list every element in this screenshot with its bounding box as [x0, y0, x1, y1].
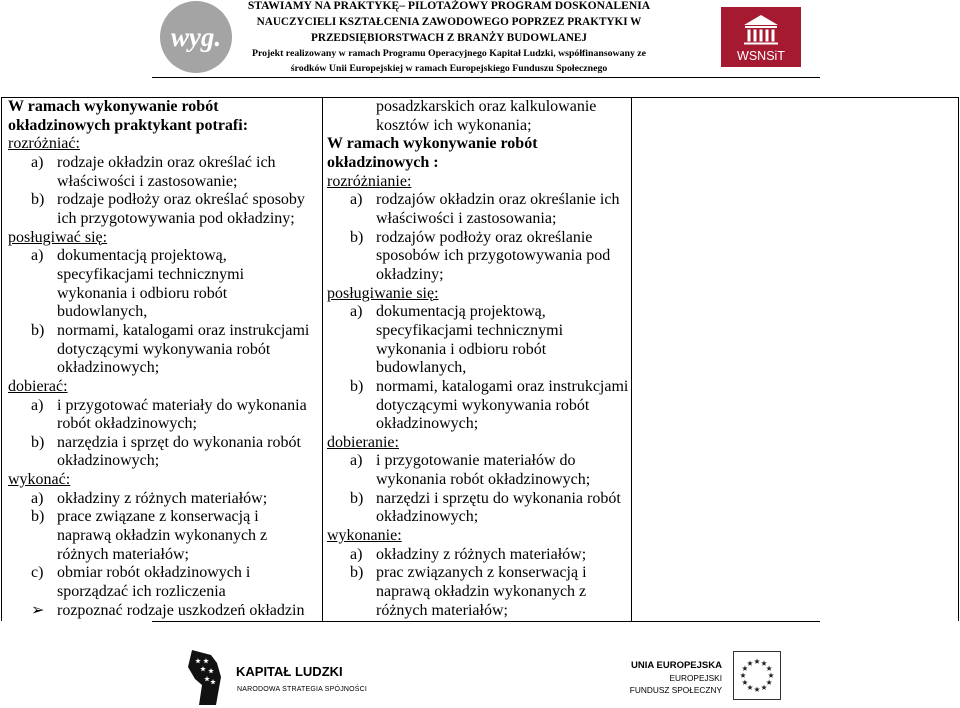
- section-heading-line: okładzinowych :: [327, 153, 439, 171]
- section-label-line: [323, 527, 631, 546]
- list-marker: a): [31, 396, 44, 414]
- list-item-line: [2, 602, 322, 621]
- list-item-text: rodzajów okładzin oraz określanie ich: [376, 191, 620, 209]
- list-item-line: [323, 191, 631, 210]
- list-item-text: właściwości i zastosowania;: [376, 209, 557, 227]
- list-item-line: [323, 247, 631, 266]
- list-item-line: [2, 322, 322, 341]
- list-item-line: [323, 490, 631, 509]
- header-title-line: NAUCZYCIELI KSZTAŁCENIA ZAWODOWEGO POPRZEZ PRAKTYKI W: [256, 16, 642, 28]
- wsnsit-logo-text: WSNSiT: [737, 49, 785, 63]
- list-item-line: [2, 452, 322, 471]
- list-item-line: [323, 303, 631, 322]
- list-item-text: normami, katalogami oraz instrukcjami: [376, 377, 629, 395]
- list-item-text: sporządzać ich rozliczenia: [57, 583, 226, 601]
- list-marker: a): [31, 247, 44, 265]
- list-item-line: [323, 564, 631, 583]
- table-column-1: [1, 97, 322, 621]
- header-subtitle-line: Projekt realizowany w ramach Programu Operacyjnego Kapitał Ludzki, współfinansowany ze: [251, 48, 647, 59]
- list-item-line: [2, 154, 322, 173]
- section-label: wykonanie:: [327, 527, 402, 545]
- list-item-line: [323, 359, 631, 378]
- list-item-text: okładziny z różnych materiałów;: [376, 545, 587, 563]
- list-item-line: [2, 210, 322, 229]
- list-item-line: [323, 341, 631, 360]
- list-marker: a): [31, 153, 44, 171]
- list-marker: a): [350, 452, 363, 470]
- kapital-ludzki-figure-icon: [186, 649, 226, 706]
- list-item-text: naprawą okładzin wykonanych z: [376, 583, 587, 601]
- wsnsit-logo: [721, 7, 801, 67]
- section-heading-line: okładzinowych praktykant potrafi:: [8, 116, 249, 134]
- list-item-text: i przygotowanie materiałów do: [376, 452, 576, 470]
- section-label: rozróżniać:: [8, 135, 80, 153]
- list-item-line: [2, 191, 322, 210]
- list-item-line: [2, 397, 322, 416]
- list-item-line: [2, 303, 322, 322]
- kapital-ludzki-title: KAPITAŁ LUDZKI: [236, 664, 343, 679]
- section-label-line: [2, 229, 322, 248]
- list-item-text: naprawą okładzin wykonanych z: [57, 527, 268, 545]
- header-title-line: STAWIAMY NA PRAKTYKĘ– PILOTAŻOWY PROGRAM DOSKONALENIA: [247, 0, 651, 12]
- list-item-text: prace związane z konserwacją i: [57, 508, 259, 526]
- list-item-text: specyfikacjami technicznymi: [376, 321, 564, 339]
- continuation-line: [323, 117, 631, 136]
- list-item-line: [2, 415, 322, 434]
- list-item-line: [2, 527, 322, 546]
- list-item-line: [323, 583, 631, 602]
- list-item-text: wykonania robót okładzinowych;: [376, 471, 591, 489]
- list-marker: a): [350, 545, 363, 563]
- list-item-text: sposobów ich przygotowywania pod: [376, 247, 611, 265]
- section-label: posługiwanie się:: [327, 284, 439, 302]
- list-item-line: [2, 247, 322, 266]
- list-marker: b): [31, 508, 45, 526]
- section-label: wykonać:: [8, 471, 71, 489]
- section-label: rozróżnianie:: [327, 172, 412, 190]
- section-label: posługiwać się:: [8, 228, 108, 246]
- list-item-line: [323, 546, 631, 565]
- eu-logo-line: EUROPEJSKI: [669, 673, 722, 683]
- header-divider: [152, 77, 820, 78]
- section-label-line: [323, 285, 631, 304]
- list-item-text: budowlanych,: [57, 303, 148, 321]
- list-item-text: okładziny z różnych materiałów;: [57, 489, 268, 507]
- list-item-line: [323, 397, 631, 416]
- list-item-line: [2, 285, 322, 304]
- list-item-text: dokumentacją projektową,: [57, 247, 227, 265]
- list-item-line: [2, 341, 322, 360]
- section-label-line: [323, 434, 631, 453]
- list-item-line: [2, 564, 322, 583]
- list-item-line: [2, 583, 322, 602]
- list-marker: a): [31, 489, 44, 507]
- list-item-text: różnych materiałów;: [57, 545, 189, 563]
- wyg-logo-text: wyg.: [170, 22, 222, 52]
- footer-divider: [152, 621, 820, 622]
- section-label-line: [2, 378, 322, 397]
- list-item-text: rodzaje okładzin oraz określać ich: [57, 153, 276, 171]
- list-item-text: wykonania i odbioru robót: [376, 340, 547, 358]
- list-marker: b): [350, 377, 364, 395]
- list-item-line: [323, 452, 631, 471]
- list-item-line: [323, 322, 631, 341]
- list-item-text: dotyczącymi wykonywania robót: [57, 340, 271, 358]
- list-item-text: okładziny;: [376, 265, 444, 283]
- list-marker: b): [31, 321, 45, 339]
- header-subtitle-line: środków Unii Europejskiej w ramach Europejskiego Funduszu Społecznego: [290, 63, 608, 74]
- list-item-text: specyfikacjami technicznymi: [57, 265, 245, 283]
- list-item-text: dokumentacją projektową,: [376, 303, 546, 321]
- list-item-text: okładzinowych;: [57, 452, 160, 470]
- list-item-line: [323, 508, 631, 527]
- list-item-line: [2, 359, 322, 378]
- list-item-text: normami, katalogami oraz instrukcjami: [57, 321, 310, 339]
- list-item-line: [323, 471, 631, 490]
- list-marker: b): [350, 228, 364, 246]
- section-heading-line: W ramach wykonywanie robót: [327, 135, 538, 153]
- list-item-text: różnych materiałów;: [376, 601, 508, 619]
- list-marker: a): [350, 191, 363, 209]
- list-item-text: budowlanych,: [376, 359, 467, 377]
- eu-logo-text: [630, 660, 722, 696]
- list-item-line: [323, 415, 631, 434]
- eu-flag-icon: [733, 651, 781, 700]
- list-item-line: [323, 229, 631, 248]
- section-label-line: [2, 135, 322, 154]
- section-label-line: [323, 173, 631, 192]
- section-heading-line: W ramach wykonywanie robót: [8, 98, 219, 115]
- section-label: dobierać:: [8, 377, 68, 395]
- header-title-line: PRZEDSIĘBIORSTWACH Z BRANŻY BUDOWLANEJ: [311, 32, 587, 44]
- eu-logo-line: UNIA EUROPEJSKA: [631, 660, 722, 671]
- list-item-text: rodzajów podłoży oraz określanie: [376, 228, 593, 246]
- list-marker: c): [31, 564, 44, 582]
- list-item-line: [2, 266, 322, 285]
- list-item-line: [2, 434, 322, 453]
- table-column-2: [322, 97, 631, 621]
- list-marker: b): [31, 433, 45, 451]
- list-marker: b): [350, 564, 364, 582]
- list-marker: a): [350, 303, 363, 321]
- section-label-line: [2, 471, 322, 490]
- list-item-text: obmiar robót okładzinowych i: [57, 564, 251, 582]
- list-item-text: okładzinowych;: [376, 508, 479, 526]
- list-item-line: [2, 173, 322, 192]
- list-item-text: ich przygotowywania pod okładziny;: [57, 209, 295, 227]
- list-item-line: [2, 508, 322, 527]
- list-item-line: [323, 210, 631, 229]
- list-marker: ➢: [31, 601, 45, 619]
- list-item-text: wykonania i odbioru robót: [57, 284, 228, 302]
- eu-logo-line: FUNDUSZ SPOŁECZNY: [629, 685, 722, 695]
- list-item-line: [2, 490, 322, 509]
- list-item-text: posadzkarskich oraz kalkulowanie: [376, 98, 597, 115]
- list-item-text: rodzaje podłoży oraz określać sposoby: [57, 191, 305, 209]
- list-item-text: i przygotować materiały do wykonania: [57, 396, 307, 414]
- list-item-text: robót okładzinowych;: [57, 415, 197, 433]
- list-marker: b): [350, 489, 364, 507]
- continuation-line: [323, 98, 631, 117]
- list-item-line: [323, 378, 631, 397]
- header-title-block: [189, 0, 709, 76]
- list-item-line: [323, 602, 631, 621]
- list-item-text: narzędzia i sprzęt do wykonania robót: [57, 433, 301, 451]
- list-marker: b): [31, 191, 45, 209]
- list-item-text: kosztów ich wykonania;: [376, 116, 532, 134]
- list-item-text: narzędzi i sprzętu do wykonania robót: [376, 489, 621, 507]
- list-item-text: dotyczącymi wykonywania robót: [376, 396, 590, 414]
- list-item-line: [2, 546, 322, 565]
- kapital-ludzki-subtitle: NARODOWA STRATEGIA SPÓJNOŚCI: [237, 686, 368, 693]
- table-column-3: [631, 97, 959, 621]
- section-label: dobieranie:: [327, 433, 399, 451]
- list-item-text: okładzinowych;: [57, 359, 160, 377]
- list-item-text: właściwości i zastosowanie;: [57, 172, 238, 190]
- list-item-text: okładzinowych;: [376, 415, 479, 433]
- list-item-line: [323, 266, 631, 285]
- list-item-text: rozpoznać rodzaje uszkodzeń okładzin: [57, 601, 305, 619]
- list-item-text: prac związanych z konserwacją i: [376, 564, 587, 582]
